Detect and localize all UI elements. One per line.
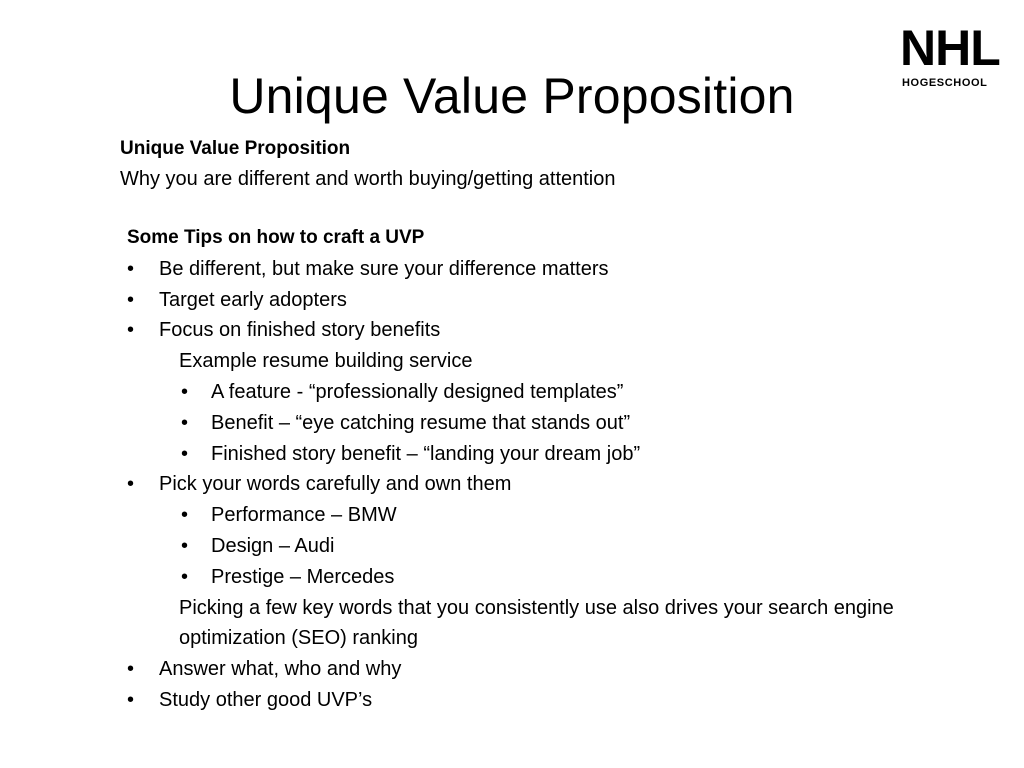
list-item-text: Finished story benefit – “landing your dream job”: [211, 442, 641, 465]
list-item: [127, 254, 927, 285]
bullet: •: [127, 473, 135, 496]
list-item-note: Example resume building service: [179, 350, 473, 373]
sub-list-item: [127, 562, 927, 593]
sub-list-item: [127, 439, 927, 470]
list-item: [127, 315, 927, 346]
tips-block: [127, 223, 927, 716]
list-item-text: Target early adopters: [159, 288, 347, 311]
logo-mark: NHL: [900, 20, 1000, 76]
list-item-note: Picking a few key words that you consistently use also drives your search engine optimization (SEO) ranking: [179, 596, 894, 650]
bullet: •: [181, 565, 189, 588]
bullet: •: [127, 257, 135, 280]
list-item-text: Performance – BMW: [211, 504, 397, 527]
list-item: [127, 469, 927, 500]
intro-line: Why you are different and worth buying/getting attention: [120, 168, 616, 190]
list-item-text: Design – Audi: [211, 534, 335, 557]
intro-heading: Unique Value Proposition: [120, 138, 351, 159]
list-item-text: Pick your words carefully and own them: [159, 473, 512, 496]
list-item: [127, 285, 927, 316]
bullet: •: [127, 319, 135, 342]
logo-subtitle: HOGESCHOOL: [902, 77, 988, 89]
list-item-text: A feature - “professionally designed templates”: [211, 380, 624, 403]
bullet: •: [127, 688, 135, 711]
list-item: [127, 654, 927, 685]
list-item-text: Benefit – “eye catching resume that stands out”: [211, 411, 631, 434]
list-item-text: Be different, but make sure your difference matters: [159, 257, 609, 280]
list-item-text: Study other good UVP’s: [159, 688, 373, 711]
list-item-text: Focus on finished story benefits: [159, 319, 441, 342]
bullet: •: [181, 380, 189, 403]
sub-list-item: [127, 377, 927, 408]
sub-list-item: [127, 408, 927, 439]
bullet: •: [181, 534, 189, 557]
tips-heading: Some Tips on how to craft a UVP: [127, 227, 425, 248]
slide-title: Unique Value Proposition: [229, 68, 795, 124]
bullet: •: [181, 411, 189, 434]
bullet: •: [127, 288, 135, 311]
sub-list-item: [127, 531, 927, 562]
sub-list-item: [127, 500, 927, 531]
list-item: [127, 685, 927, 716]
bullet: •: [127, 658, 135, 681]
list-item-text: Answer what, who and why: [159, 658, 402, 681]
intro-block: [120, 134, 940, 194]
list-item-text: Prestige – Mercedes: [211, 565, 395, 588]
bullet: •: [181, 442, 189, 465]
bullet: •: [181, 504, 189, 527]
